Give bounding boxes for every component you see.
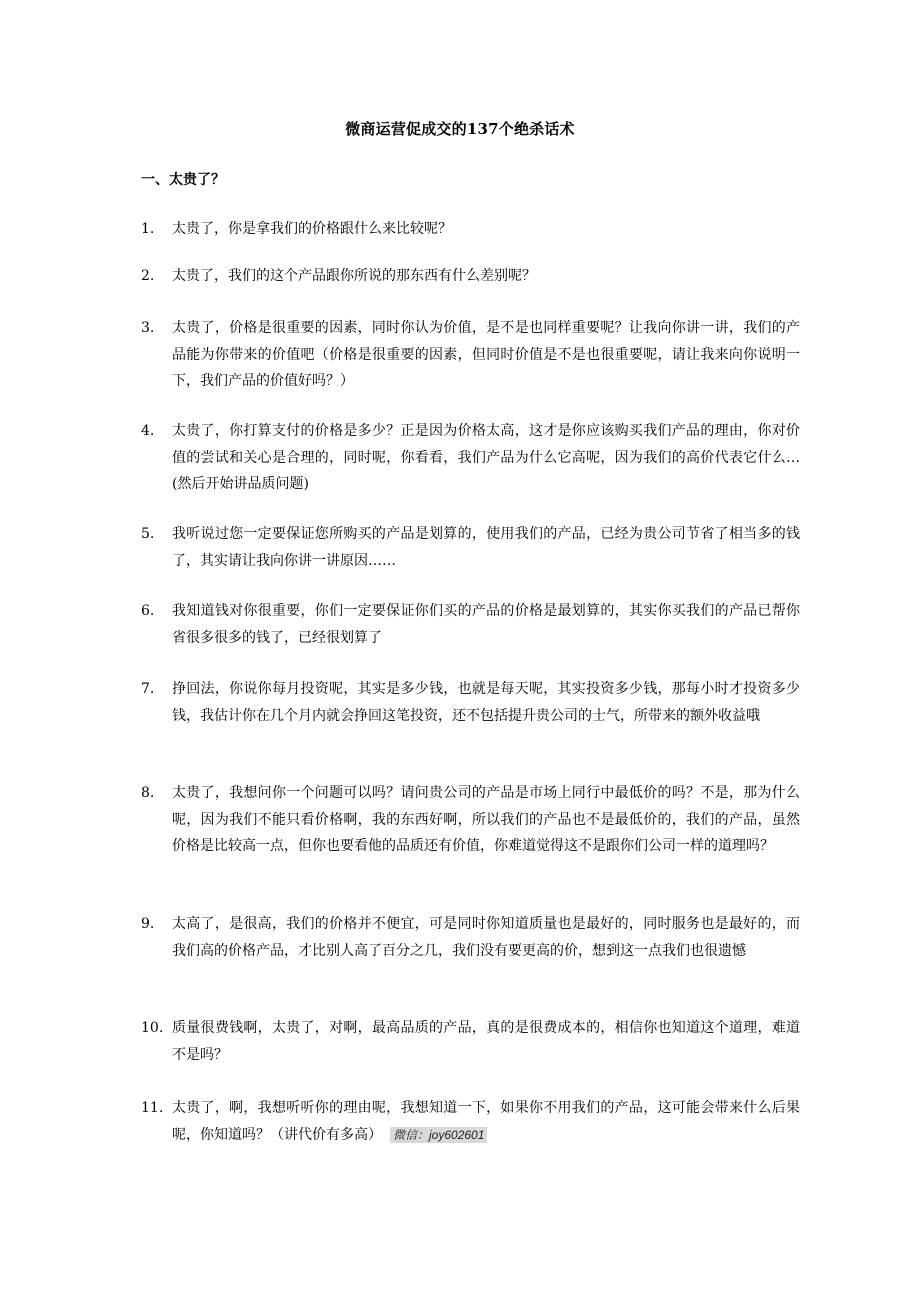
list-item-number: 2. bbox=[141, 268, 155, 284]
list-item-number: 11. bbox=[141, 1100, 164, 1116]
list-item-text-content: 太贵了，啊，我想听听你的理由呢，我想知道一下，如果你不用我们的产品，这可能会带来什么后果呢，你知道吗？（讲代价有多高） bbox=[172, 1100, 800, 1143]
list-item bbox=[141, 418, 801, 498]
list-item bbox=[141, 216, 801, 243]
section-heading: 一、太贵了？ bbox=[141, 172, 225, 188]
list-item-number: 7. bbox=[141, 681, 155, 697]
list-item-number: 3. bbox=[141, 320, 155, 336]
list-item-text: 太贵了，你打算支付的价格是多少？正是因为价格太高，这才是你应该购买我们产品的理由，你对价值的尝试和关心是合理的，同时呢，你看看，我们产品为什么它高呢，因为我们的高价代表它什么…(然后开始讲品质问题) bbox=[172, 423, 800, 492]
list-item bbox=[141, 521, 801, 574]
list-item-number: 5. bbox=[141, 526, 155, 542]
list-item-number: 1. bbox=[141, 221, 155, 237]
wechat-contact-tag: 微信：joy602601 bbox=[390, 1127, 487, 1143]
list-item bbox=[141, 1095, 801, 1148]
list-item-text: 太高了，是很高，我们的价格并不便宜，可是同时你知道质量也是最好的，同时服务也是最好的，而我们高的价格产品，才比别人高了百分之几，我们没有要更高的价，想到这一点我们也很遗憾 bbox=[172, 916, 800, 959]
list-item-text: 太贵了，我们的这个产品跟你所说的那东西有什么差别呢？ bbox=[172, 268, 536, 284]
list-item bbox=[141, 780, 801, 860]
list-item-number: 6. bbox=[141, 603, 155, 619]
list-item-number: 8. bbox=[141, 785, 155, 801]
list-item-text: 挣回法，你说你每月投资呢，其实是多少钱，也就是每天呢，其实投资多少钱，那每小时才投资多少钱，我估计你在几个月内就会挣回这笔投资，还不包括提升贵公司的士气，所带来的额外收益哦 bbox=[172, 681, 800, 724]
list-item-text: 质量很费钱啊，太贵了，对啊，最高品质的产品，真的是很费成本的，相信你也知道这个道理，难道不是吗？ bbox=[172, 1020, 800, 1063]
list-item bbox=[141, 315, 801, 395]
list-item-text: 太贵了，你是拿我们的价格跟什么来比较呢？ bbox=[172, 221, 452, 237]
list-item bbox=[141, 676, 801, 729]
list-item-text: 我听说过您一定要保证您所购买的产品是划算的，使用我们的产品，已经为贵公司节省了相当多的钱了，其实请让我向你讲一讲原因…… bbox=[172, 526, 800, 569]
list-item-text: 我知道钱对你很重要，你们一定要保证你们买的产品的价格是最划算的，其实你买我们的产品已帮你省很多很多的钱了，已经很划算了 bbox=[172, 603, 800, 646]
list-item-text: 太贵了，我想问你一个问题可以吗？请问贵公司的产品是市场上同行中最低价的吗？不是，那为什么呢，因为我们不能只看价格啊，我的东西好啊，所以我们的产品也不是最低价的，我们的产品，虽然价格是比较高一点，但你也要看他的品质还有价值，你难道觉得这不是跟你们公司一样的道理吗？ bbox=[172, 785, 800, 854]
list-item-number: 9. bbox=[141, 916, 155, 932]
list-item bbox=[141, 911, 801, 964]
document-title: 微商运营促成交的137个绝杀话术 bbox=[345, 120, 575, 138]
list-item-number: 4. bbox=[141, 423, 155, 439]
list-item bbox=[141, 598, 801, 651]
list-item bbox=[141, 263, 801, 290]
list-item-text bbox=[172, 1095, 800, 1148]
list-item bbox=[141, 1015, 801, 1068]
list-item-number: 10. bbox=[141, 1020, 164, 1036]
list-item-text: 太贵了，价格是很重要的因素，同时你认为价值，是不是也同样重要呢？让我向你讲一讲，我们的产品能为你带来的价值吧（价格是很重要的因素，但同时价值是不是也很重要呢，请让我来向你说明一下，我们产品的价值好吗？） bbox=[172, 320, 800, 389]
